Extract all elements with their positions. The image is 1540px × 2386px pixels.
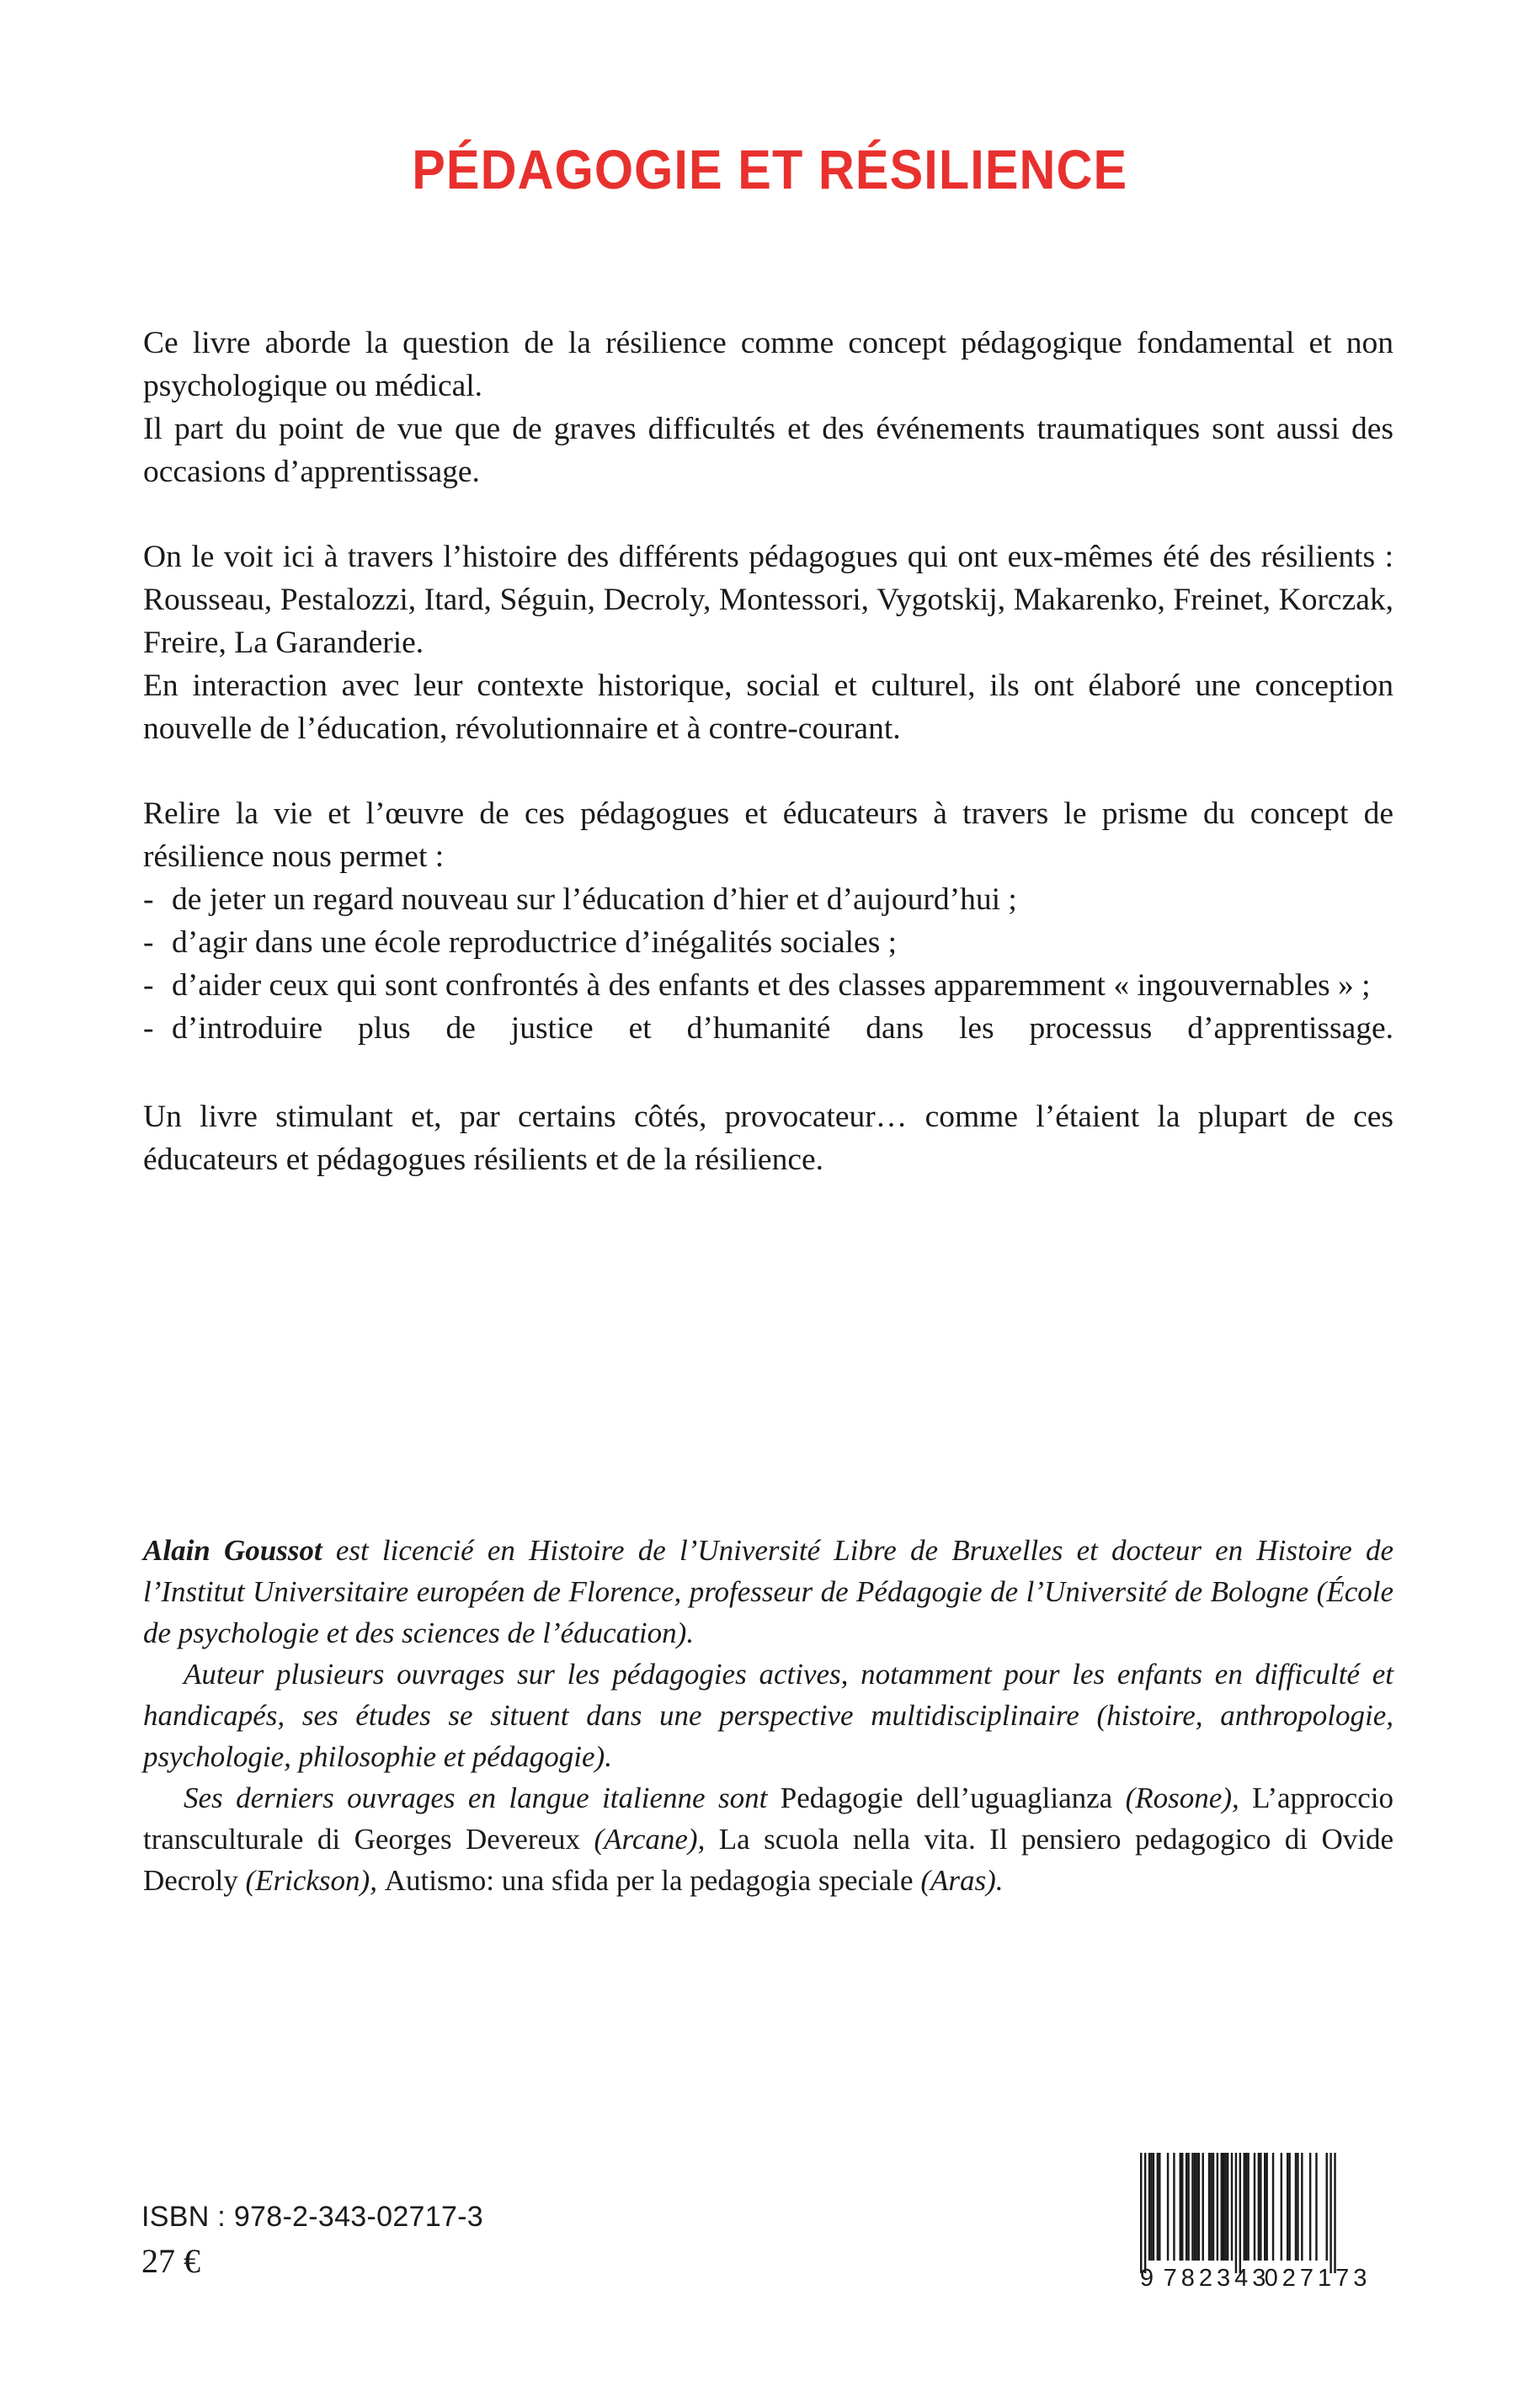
list-item-label: de jeter un regard nouveau sur l’éducation d’hier et d’aujourd’hui ; xyxy=(172,882,1017,917)
title-block xyxy=(0,138,1540,200)
blurb-spacer-3 xyxy=(143,1050,1393,1095)
isbn-line xyxy=(141,2201,483,2234)
works-lead-in: Ses derniers ouvrages en langue italienne sont xyxy=(184,1782,781,1814)
blurb-benefits-list xyxy=(143,878,1393,1050)
blurb-paragraph-2-line-2: En interaction avec leur contexte historique, social et culturel, ils ont élaboré une conception nouvelle de l’éducation, révolutionnaire et à contre-courant. xyxy=(143,668,1393,746)
price-label: 27 € xyxy=(141,2242,200,2280)
work-publisher: (Arcane), xyxy=(580,1823,719,1856)
work-title: La scuola nella vita. Il pensiero pedagogico di Ovide Decroly xyxy=(143,1823,1393,1897)
blurb-paragraph-3-intro: Relire la vie et l’œuvre de ces pédagogues et éducateurs à travers le prisme du concept de résilience nous permet : xyxy=(143,796,1393,874)
dash-marker-icon: - xyxy=(143,968,154,1003)
svg-text:9: 9 xyxy=(1139,2265,1154,2290)
page-title: PÉDAGOGIE ET RÉSILIENCE xyxy=(412,138,1128,200)
blurb-paragraph-2-line-1: On le voit ici à travers l’histoire des différents pédagogues qui ont eux-mêmes été des résilients : Rousseau, Pestalozzi, Itard, Séguin, Decroly, Montessori, Vygotskij, Makarenko, Freinet, Korczak, Freire, La Garanderie. xyxy=(143,540,1393,660)
svg-text:027173: 027173 xyxy=(1264,2265,1372,2290)
isbn-value: 978-2-343-02717-3 xyxy=(233,2201,484,2233)
work-title: Pedagogie dell’uguaglianza xyxy=(780,1782,1113,1814)
blurb-spacer-1 xyxy=(143,493,1393,535)
barcode xyxy=(1122,2143,1391,2290)
author-bio-paragraph-3 xyxy=(143,1777,1393,1901)
blurb-paragraph-1-line-1: Ce livre aborde la question de la résilience comme concept pédagogique fondamental et non psychologique ou médical. xyxy=(143,326,1393,403)
author-name: Alain Goussot xyxy=(143,1534,322,1567)
author-bio-paragraph-2: Auteur plusieurs ouvrages sur les pédagogies actives, notamment pour les enfants en difficulté et handicapés, ses études se situent dans une perspective multidisciplinaire (histoire, anthropologie, psychologie, philosophie et pédagogie). xyxy=(143,1658,1393,1773)
svg-text:782343: 782343 xyxy=(1163,2265,1271,2290)
blurb-paragraph-1-line-2: Il part du point de vue que de graves difficultés et des événements traumatiques sont aussi des occasions d’apprentissage. xyxy=(143,412,1393,489)
ean13-barcode-image xyxy=(1122,2143,1391,2290)
author-bio-paragraph-1 xyxy=(143,1530,1393,1654)
list-item-label: d’introduire plus de justice et d’humanité dans les processus d’apprentissage. xyxy=(172,1011,1393,1046)
isbn-separator: : xyxy=(209,2201,234,2233)
list-item xyxy=(143,921,1393,964)
dash-marker-icon: - xyxy=(143,882,154,917)
work-publisher: (Erickson), xyxy=(237,1864,385,1897)
list-item-label: d’aider ceux qui sont confrontés à des enfants et des classes apparemment « ingouvernables » ; xyxy=(172,968,1371,1003)
list-item xyxy=(143,964,1393,1007)
work-publisher: (Aras). xyxy=(913,1864,1004,1897)
work-publisher: (Rosone), xyxy=(1112,1782,1253,1814)
list-item-label: d’agir dans une école reproductrice d’inégalités sociales ; xyxy=(172,925,898,960)
author-bio-paragraph-1-text: est licencié en Histoire de l’Université Libre de Bruxelles et docteur en Histoire de l’Institut Universitaire européen de Florence, professeur de Pédagogie de l’Université de Bologne (École de psychologie et des sciences de l’éducation). xyxy=(143,1534,1394,1649)
work-title: L’approccio transculturale di Georges Devereux xyxy=(143,1782,1393,1856)
author-bio-block xyxy=(143,1530,1393,1901)
blurb-body xyxy=(143,322,1393,1181)
list-item xyxy=(143,1007,1393,1050)
dash-marker-icon: - xyxy=(143,1011,154,1046)
blurb-spacer-2 xyxy=(143,750,1393,792)
list-item xyxy=(143,878,1393,921)
isbn-label: ISBN xyxy=(141,2201,210,2233)
work-title: Autismo: una sfida per la pedagogia speciale xyxy=(384,1864,914,1897)
blurb-paragraph-4: Un livre stimulant et, par certains côtés, provocateur… comme l’étaient la plupart de ces éducateurs et pédagogues résilients et de la résilience. xyxy=(143,1100,1393,1177)
dash-marker-icon: - xyxy=(143,925,154,960)
